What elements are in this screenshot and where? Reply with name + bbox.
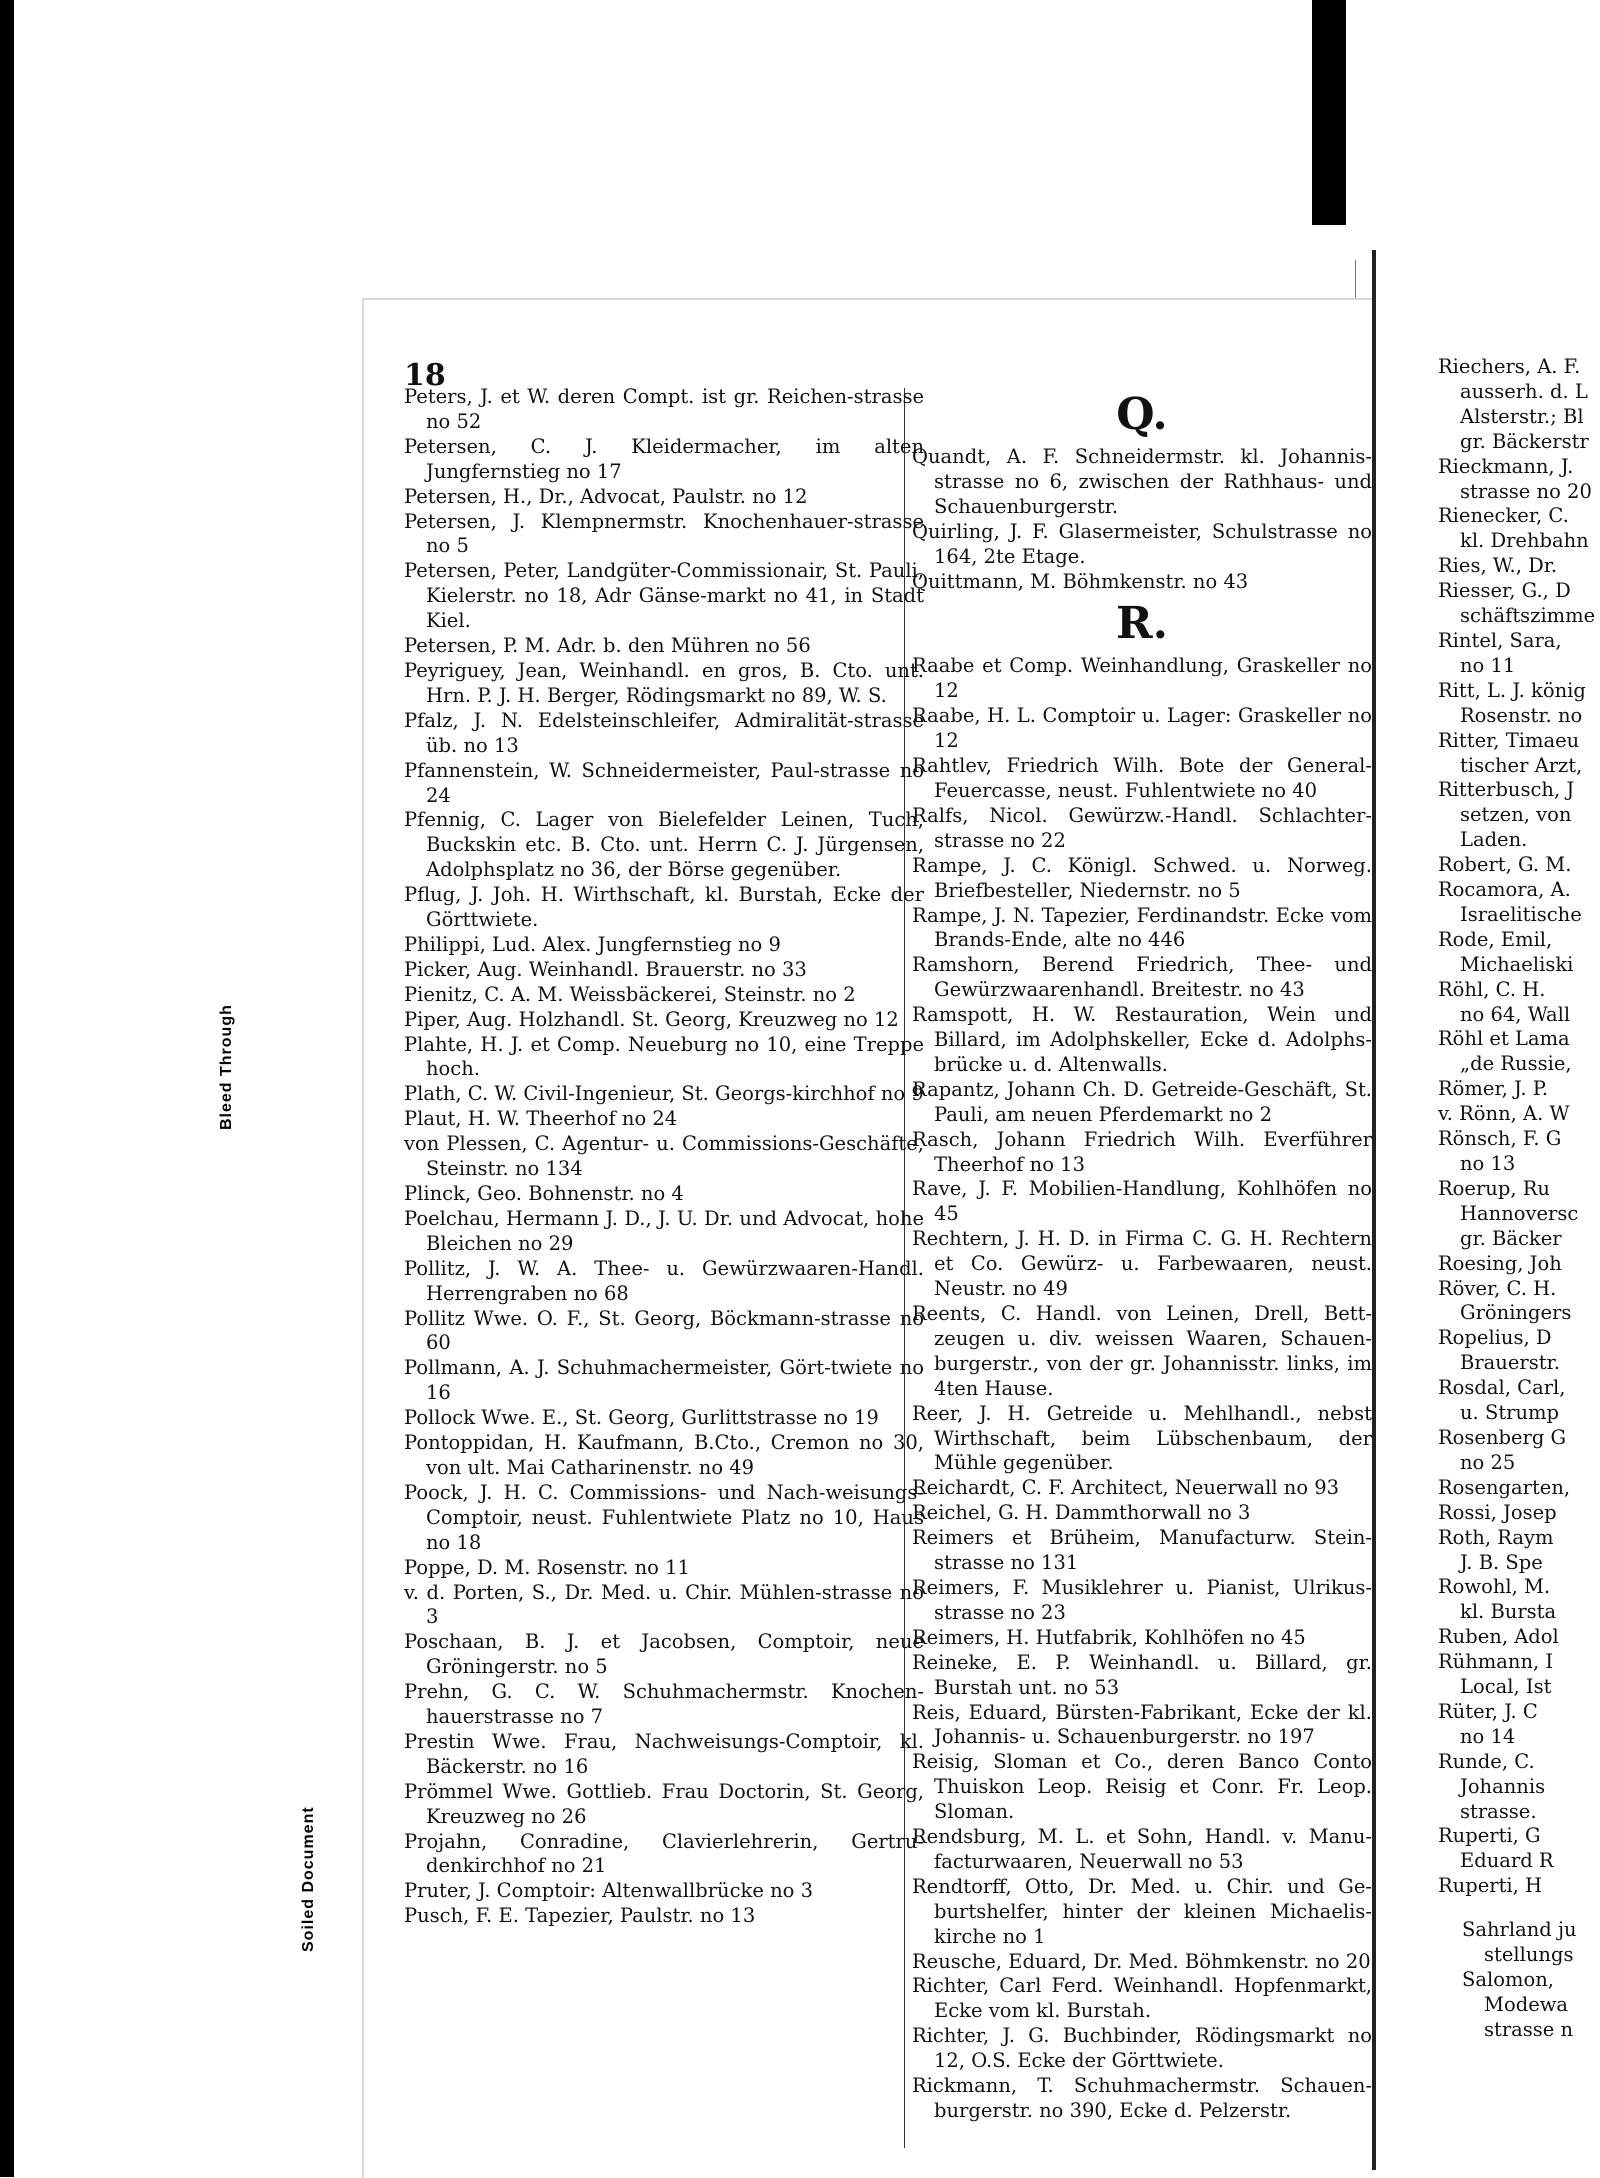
directory-entry: Pruter, J. Comptoir: Altenwallbrücke no 3 [404,1879,813,1903]
facing-page-line: ausserh. d. L [1460,379,1588,403]
directory-entry: Quandt, A. F. Schneidermstr. kl. Johannis-strasse no 6, zwischen der Rathhaus- und Schauenburgerstr. [912,445,1372,518]
facing-page-line: Rühmann, I [1438,1650,1554,1674]
facing-page-line: kl. Bursta [1460,1600,1557,1624]
facing-page-line: Rocamora, A. [1438,878,1571,902]
facing-page-line: setzen, von [1460,803,1572,827]
directory-entry: Petersen, C. J. Kleidermacher, im alten Jungfernstieg no 17 [404,434,924,483]
facing-page-line: Rowohl, M. [1438,1575,1551,1599]
directory-entry: Ramspott, H. W. Restauration, Wein und Billard, im Adolphskeller, Ecke d. Adolphs-brücke u. d. Altenwalls. [912,1003,1372,1076]
directory-entry: Prehn, G. C. W. Schuhmachermstr. Knochen-hauerstrasse no 7 [404,1680,924,1729]
directory-entry: Pflug, J. Joh. H. Wirthschaft, kl. Burstah, Ecke der Görttwiete. [404,883,924,932]
facing-page-line: Israelitische [1460,902,1582,926]
directory-entry: Petersen, J. Klempnermstr. Knochenhauer-strasse no 5 [404,509,924,558]
directory-entry: Pollock Wwe. E., St. Georg, Gurlittstrasse no 19 [404,1406,879,1430]
directory-entry: Rasch, Johann Friedrich Wilh. Everführer Theerhof no 13 [912,1127,1372,1176]
facing-page-line: „de Russie, [1460,1052,1572,1076]
facing-page-line: Modewa [1484,1992,1569,2016]
facing-page-line: Alsterstr.; Bl [1460,404,1584,428]
soiled-document-label: Soiled Document [300,1806,317,1952]
facing-page-line: Rienecker, C. [1438,504,1569,528]
facing-page-line: Rüter, J. C [1438,1699,1538,1723]
facing-page-line: Hannoversc [1460,1201,1579,1225]
gutter-black-band [1312,0,1346,225]
left-column [404,385,924,1929]
directory-entry: Rechtern, J. H. D. in Firma C. G. H. Rechtern et Co. Gewürz- u. Farbewaaren, neust. Neustr. no 49 [912,1227,1372,1301]
directory-entry: Reimers et Brüheim, Manufacturw. Stein-strasse no 131 [912,1526,1372,1575]
directory-entry: Prestin Wwe. Frau, Nachweisungs-Comptoir, kl. Bäckerstr. no 16 [404,1729,924,1778]
directory-entry: Plath, C. W. Civil-Ingenieur, St. Georgs-kirchhof no 9 [404,1082,924,1106]
directory-entry: Reichardt, C. F. Architect, Neuerwall no 93 [912,1476,1340,1500]
facing-page-line: Ruben, Adol [1438,1625,1559,1649]
facing-page-line: Rosenstr. no [1460,703,1583,727]
facing-page-line: Roth, Raym [1438,1525,1554,1549]
page-number: 18 [404,358,446,393]
directory-entry: Reimers, F. Musiklehrer u. Pianist, Ulrikus-strasse no 23 [912,1575,1372,1624]
directory-entry: Piper, Aug. Holzhandl. St. Georg, Kreuzweg no 12 [404,1007,899,1031]
facing-page-line: Roerup, Ru [1438,1176,1550,1200]
directory-entry: Petersen, H., Dr., Advocat, Paulstr. no 12 [404,484,808,508]
section-letter-q: Q. [1116,389,1168,440]
directory-entry: Raabe et Comp. Weinhandlung, Graskeller no 12 [912,654,1372,703]
facing-page-line: Ritter, Timaeu [1438,728,1580,752]
directory-entry: Plinck, Geo. Bohnenstr. no 4 [404,1182,684,1205]
directory-entry: Rickmann, T. Schuhmachermstr. Schauen-burgerstr. no 390, Ecke d. Pelzerstr. [912,2074,1372,2122]
facing-page-line: no 13 [1460,1152,1516,1175]
facing-page-line: Ritt, L. J. könig [1438,678,1586,702]
directory-entry: Reis, Eduard, Bürsten-Fabrikant, Ecke der kl. Johannis- u. Schauenburgerstr. no 197 [912,1700,1372,1749]
facing-page-line: strasse n [1484,2017,1574,2041]
directory-entry: Philippi, Lud. Alex. Jungfernstieg no 9 [404,932,781,956]
directory-entry: Pollitz Wwe. O. F., St. Georg, Böckmann-strasse no 60 [404,1306,924,1355]
bleed-through-stamp [210,600,300,1140]
directory-entry: Rampe, J. C. Königl. Schwed. u. Norweg. Briefbesteller, Niedernstr. no 5 [912,853,1372,902]
facing-page-line: Röhl et Lama [1438,1027,1570,1051]
facing-page-line: J. B. Spe [1460,1550,1543,1574]
directory-entry: Pollmann, A. J. Schuhmachermeister, Gört-twiete no 16 [404,1356,924,1405]
facing-page-line: no 25 [1460,1450,1516,1474]
directory-entry: Pontoppidan, H. Kaufmann, B.Cto., Cremon no 30, von ult. Mai Catharinenstr. no 49 [404,1431,924,1479]
facing-page-line: strasse. [1460,1799,1537,1823]
middle-column [912,385,1372,2124]
facing-page-line: Brauerstr. [1460,1351,1560,1375]
directory-entry: Prömmel Wwe. Gottlieb. Frau Doctorin, St. Georg, Kreuzweg no 26 [404,1779,924,1828]
facing-page-line: Ritterbusch, J [1438,778,1575,802]
facing-page-line: Laden. [1460,828,1528,852]
directory-entry: Rahtlev, Friedrich Wilh. Bote der General-Feuercasse, neust. Fuhlentwiete no 40 [912,754,1372,802]
directory-page [362,298,1372,2178]
gutter-line [1372,250,1376,2170]
directory-entry: Reichel, G. H. Dammthorwall no 3 [912,1501,1251,1525]
facing-page-line: stellungs [1484,1942,1574,1966]
q-entries [912,445,1372,594]
bleed-through-label: Bleed Through [218,1004,235,1130]
facing-page-line: Rode, Emil, [1438,927,1553,951]
facing-page-line: Rintel, Sara, [1438,628,1562,652]
directory-entry: Petersen, P. M. Adr. b. den Mühren no 56 [404,634,811,658]
directory-entry: Quirling, J. F. Glasermeister, Schulstrasse no 164, 2te Etage. [912,519,1372,568]
directory-entry: v. d. Porten, S., Dr. Med. u. Chir. Mühlen-strasse no 3 [404,1580,924,1629]
facing-page-line: Michaeliski [1460,952,1574,976]
facing-page-column [1438,355,1600,1899]
facing-page-line: Rosdal, Carl, [1438,1376,1566,1400]
directory-entry: Raabe, H. L. Comptoir u. Lager: Graskeller no 12 [912,704,1372,753]
directory-entry: Reents, C. Handl. von Leinen, Drell, Bett-zeugen u. div. weissen Waaren, Schauen-burgerstr., von der gr. Johannisstr. links, im 4ten Hause. [912,1302,1372,1400]
directory-entry: Rendtorff, Otto, Dr. Med. u. Chir. und Ge-burtshelfer, hinter der kleinen Michaelis-kirche no 1 [912,1874,1372,1948]
facing-page-line: gr. Bäcker [1460,1226,1562,1250]
facing-page-line: Ries, W., Dr. [1438,554,1558,578]
facing-page-line: Römer, J. P. [1438,1077,1549,1101]
facing-page-line: Ruperti, H [1438,1874,1543,1898]
facing-page-line: Runde, C. [1438,1749,1535,1773]
directory-entry: Richter, Carl Ferd. Weinhandl. Hopfenmarkt, Ecke vom kl. Burstah. [912,1974,1372,2023]
directory-entry: Plaut, H. W. Theerhof no 24 [404,1107,678,1131]
directory-entry: Poelchau, Hermann J. D., J. U. Dr. und Advocat, hohe Bleichen no 29 [404,1206,924,1255]
facing-page-line: schäftszimme [1460,604,1596,628]
facing-page-line: Rossi, Josep [1438,1500,1557,1524]
directory-entry: Quittmann, M. Böhmkenstr. no 43 [912,569,1249,593]
facing-page-line: Ruperti, G [1438,1824,1541,1848]
section-letter-r: R. [1116,598,1168,650]
directory-entry: Pfalz, J. N. Edelsteinschleifer, Admiralität-strasse üb. no 13 [404,708,924,757]
directory-entry: Reusche, Eduard, Dr. Med. Böhmkenstr. no 20 [912,1949,1371,1973]
directory-entry: Reer, J. H. Getreide u. Mehlhandl., nebst Wirthschaft, beim Lübschenbaum, der Mühle gegenüber. [912,1401,1372,1475]
scan-black-margin [0,0,14,2177]
facing-page-line: u. Strump [1460,1401,1560,1425]
facing-page-line: Johannis [1460,1774,1546,1798]
facing-page-line: kl. Drehbahn [1460,529,1589,553]
directory-entry: Pienitz, C. A. M. Weissbäckerei, Steinstr. no 2 [404,982,856,1006]
facing-page-line: tischer Arzt, [1460,753,1583,777]
directory-entry: Reisig, Sloman et Co., deren Banco Conto Thuiskon Leop. Reisig et Conr. Fr. Leop. Sloman. [912,1750,1372,1824]
facing-page-line: no 14 [1460,1724,1516,1748]
directory-entry: Rendsburg, M. L. et Sohn, Handl. v. Manu-facturwaaren, Neuerwall no 53 [912,1825,1372,1873]
directory-entry: Poppe, D. M. Rosenstr. no 11 [404,1555,690,1579]
facing-page-line: Salomon, [1462,1967,1554,1991]
facing-page-line: strasse no 20 [1460,479,1592,503]
facing-page-line: Rosenberg G [1438,1425,1567,1449]
directory-entry: von Plessen, C. Agentur- u. Commissions-Geschäfte, Steinstr. no 134 [404,1132,924,1181]
facing-page-line: Riesser, G., D [1438,579,1571,603]
directory-entry: Peyriguey, Jean, Weinhandl. en gros, B. Cto. unt. Hrn. P. J. H. Berger, Rödingsmarkt no 89, W. S. [404,658,924,707]
facing-page-line: v. Rönn, A. W [1438,1102,1570,1126]
r-entries [912,654,1372,2123]
facing-page-line: no 11 [1460,653,1516,677]
directory-entry: Petersen, Peter, Landgüter-Commissionair, St. Pauli, Kielerstr. no 18, Adr Gänse-markt no 41, in Stadt Kiel. [404,559,924,633]
facing-page-line: Gröningers [1460,1301,1572,1325]
facing-page-line: Ropelius, D [1438,1326,1552,1350]
directory-entry: Reimers, H. Hutfabrik, Kohlhöfen no 45 [912,1625,1306,1649]
directory-entry: Pollitz, J. W. A. Thee- u. Gewürzwaaren-Handl. Herrengraben no 68 [404,1256,924,1305]
facing-page-line: Eduard R [1460,1849,1554,1873]
facing-page-line: no 64, Wall [1460,1002,1571,1026]
directory-entry: Ralfs, Nicol. Gewürzw.-Handl. Schlachter-strasse no 22 [912,803,1372,852]
facing-page-line: Robert, G. M. [1438,853,1572,877]
directory-entry: Reineke, E. P. Weinhandl. u. Billard, gr. Burstah unt. no 53 [912,1650,1372,1699]
directory-entry: Picker, Aug. Weinhandl. Brauerstr. no 33 [404,957,807,981]
facing-page-lower [1462,1918,1600,2043]
directory-entry: Projahn, Conradine, Clavierlehrerin, Gertru-denkirchhof no 21 [404,1829,924,1878]
directory-entry: Pusch, F. E. Tapezier, Paulstr. no 13 [404,1904,756,1928]
facing-page-line: Sahrland ju [1462,1918,1577,1941]
directory-entry: Ramshorn, Berend Friedrich, Thee- und Gewürzwaarenhandl. Breitestr. no 43 [912,953,1372,1002]
directory-entry: Pfannenstein, W. Schneidermeister, Paul-strasse no 24 [404,758,924,807]
directory-entry: Poock, J. H. C. Commissions- und Nach-weisungs-Comptoir, neust. Fuhlentwiete Platz no 10, Haus no 18 [404,1480,924,1554]
directory-entry: Plahte, H. J. et Comp. Neueburg no 10, eine Treppe hoch. [404,1032,924,1081]
facing-page-line: Rosengarten, [1438,1475,1571,1499]
directory-entry: Richter, J. G. Buchbinder, Rödingsmarkt no 12, O.S. Ecke der Görttwiete. [912,2024,1372,2073]
directory-entry: Rapantz, Johann Ch. D. Getreide-Geschäft, St. Pauli, am neuen Pferdemarkt no 2 [912,1077,1372,1126]
facing-page-line: Röver, C. H. [1438,1276,1557,1300]
facing-page-line: gr. Bäckerstr [1460,429,1589,453]
directory-entry: Pfennig, C. Lager von Bielefelder Leinen, Tuch, Buckskin etc. B. Cto. unt. Herrn C. J. Jürgensen, Adolphsplatz no 36, der Börse gegenüber. [404,808,924,882]
facing-page-line: Riechers, A. F. [1438,355,1581,378]
directory-entry: Rave, J. F. Mobilien-Handlung, Kohlhöfen no 45 [912,1177,1372,1226]
facing-page-line: Local, Ist [1460,1675,1552,1699]
facing-page-line: Rönsch, F. G [1438,1127,1562,1151]
facing-page-line: Rieckmann, J. [1438,454,1574,478]
facing-page-line: Roesing, Joh [1438,1251,1562,1275]
directory-entry: Peters, J. et W. deren Compt. ist gr. Reichen-strasse no 52 [404,385,924,433]
directory-entry: Poschaan, B. J. et Jacobsen, Comptoir, neue Gröningerstr. no 5 [404,1630,924,1679]
facing-page-line: Röhl, C. H. [1438,977,1546,1001]
directory-entry: Rampe, J. N. Tapezier, Ferdinandstr. Ecke vom Brands-Ende, alte no 446 [912,903,1372,952]
